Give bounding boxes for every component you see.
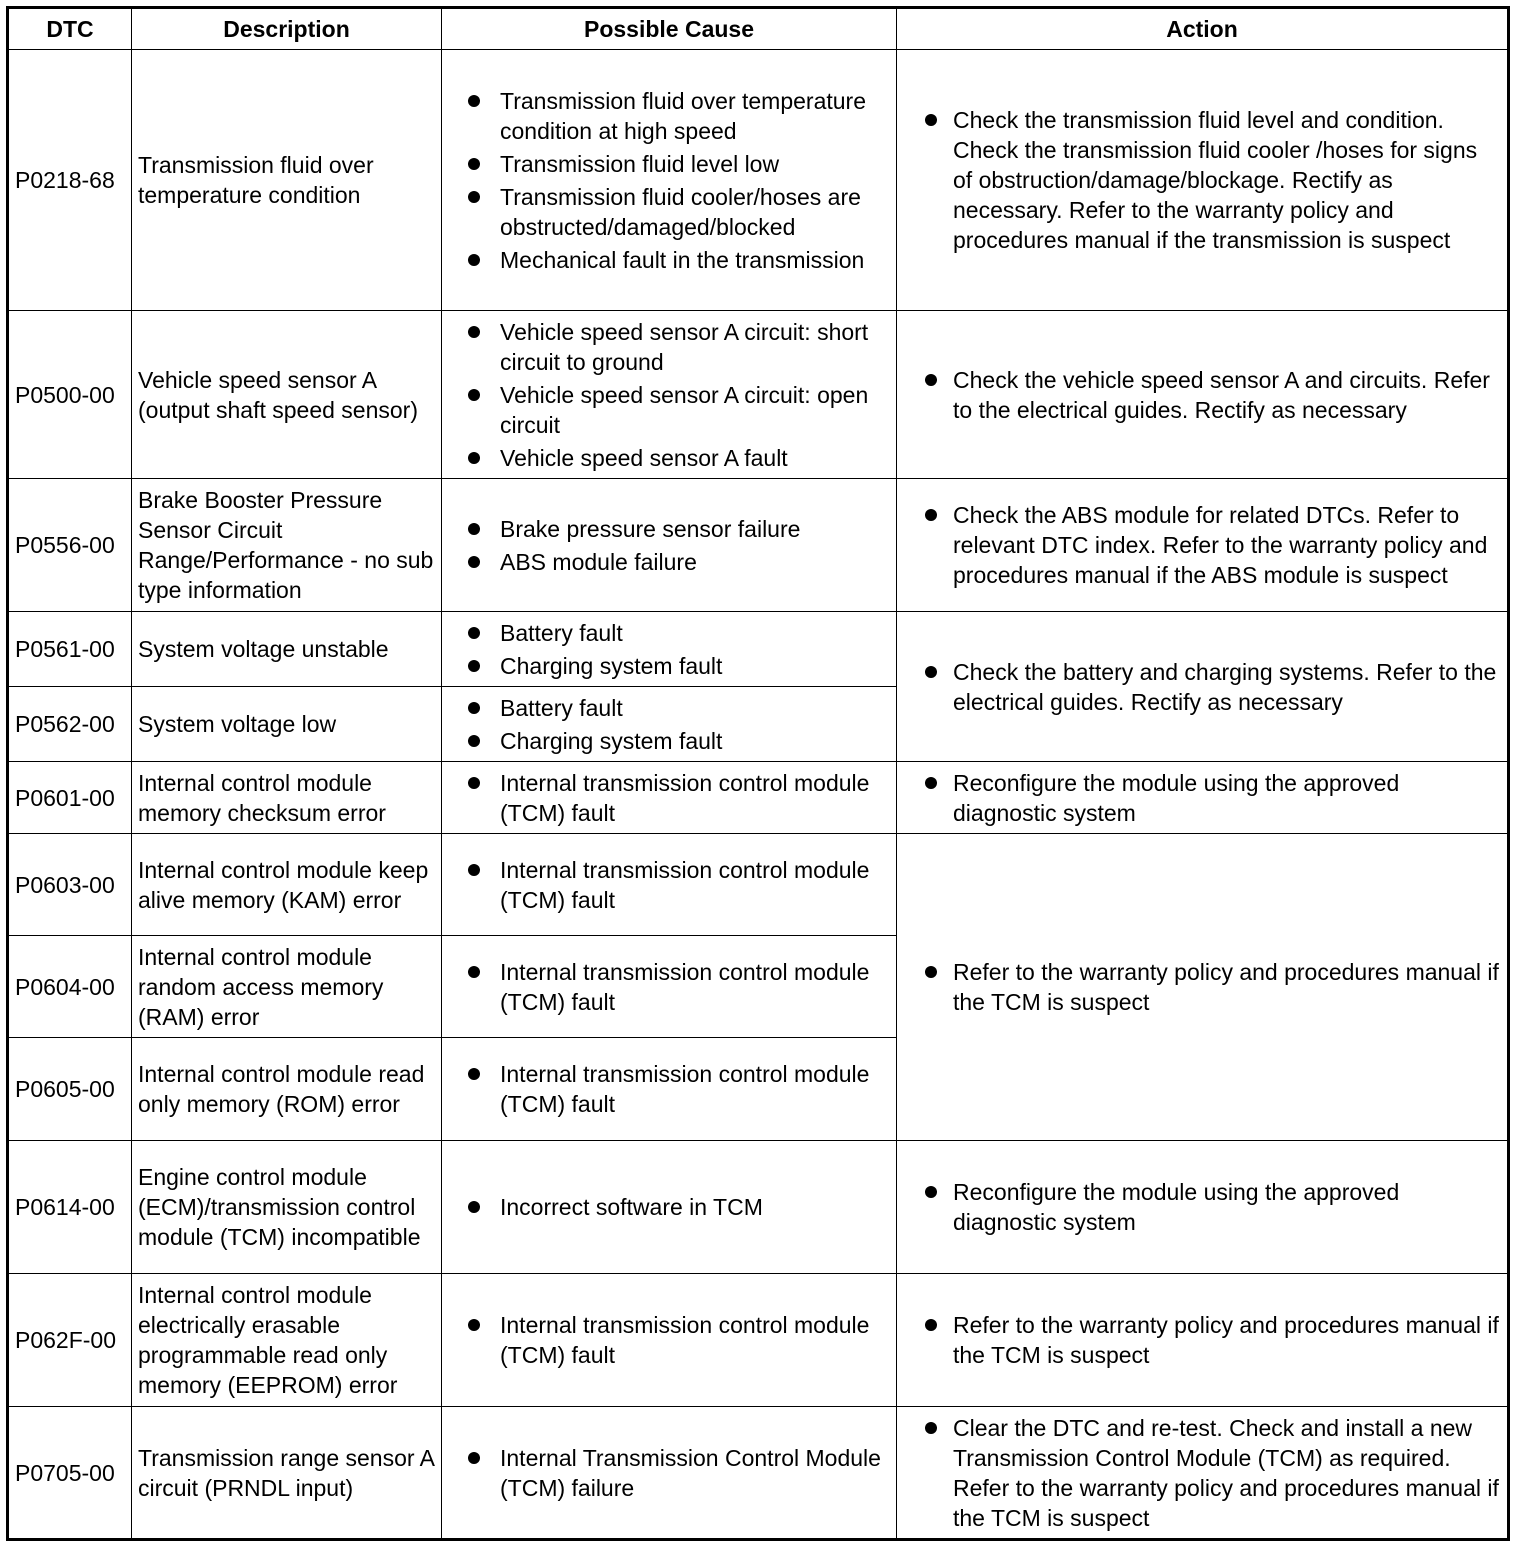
table-row [8,50,1509,311]
cause-item: Charging system fault [448,726,890,756]
possible-cause-cell [442,834,897,936]
dtc-code: P0500-00 [8,311,132,479]
possible-cause-cell [442,687,897,762]
dtc-table [6,6,1510,1541]
action-item: Refer to the warranty policy and procedures manual if the TCM is suspect [903,957,1501,1017]
table-row [8,612,1509,687]
dtc-code: P0561-00 [8,612,132,687]
cause-item: Brake pressure sensor failure [448,514,890,544]
dtc-description: Transmission fluid over temperature condition [132,50,442,311]
dtc-code: P0218-68 [8,50,132,311]
cause-item: Battery fault [448,618,890,648]
dtc-code: P0562-00 [8,687,132,762]
dtc-description: System voltage low [132,687,442,762]
dtc-description: Engine control module (ECM)/transmission control module (TCM) incompatible [132,1141,442,1274]
cause-item: Battery fault [448,693,890,723]
action-item: Check the transmission fluid level and condition. Check the transmission fluid cooler /hoses for signs of obstruction/damage/blockage. Rectify as necessary. Refer to the warranty policy and procedures manual if the transmission is suspect [903,105,1501,255]
dtc-description: Vehicle speed sensor A (output shaft speed sensor) [132,311,442,479]
dtc-description: Internal control module electrically erasable programmable read only memory (EEPROM) error [132,1274,442,1407]
possible-cause-cell [442,1407,897,1540]
cause-item: Charging system fault [448,651,890,681]
action-cell [897,612,1509,762]
header-possible-cause: Possible Cause [442,8,897,50]
cause-item: Internal transmission control module (TCM) fault [448,1310,890,1370]
action-cell [897,479,1509,612]
action-cell [897,50,1509,311]
cause-item: Transmission fluid over temperature condition at high speed [448,86,890,146]
dtc-code: P0556-00 [8,479,132,612]
dtc-code: P0614-00 [8,1141,132,1274]
cause-item: Internal Transmission Control Module (TCM) failure [448,1443,890,1503]
action-item: Check the ABS module for related DTCs. Refer to relevant DTC index. Refer to the warranty policy and procedures manual if the ABS module is suspect [903,500,1501,590]
possible-cause-cell [442,762,897,834]
action-cell [897,1407,1509,1540]
table-row [8,834,1509,936]
cause-item: Internal transmission control module (TCM) fault [448,957,890,1017]
table-row [8,1274,1509,1407]
cause-item: Vehicle speed sensor A circuit: short circuit to ground [448,317,890,377]
dtc-code: P0705-00 [8,1407,132,1540]
action-item: Refer to the warranty policy and procedures manual if the TCM is suspect [903,1310,1501,1370]
action-cell [897,311,1509,479]
cause-item: Internal transmission control module (TCM) fault [448,768,890,828]
dtc-description: Internal control module random access memory (RAM) error [132,936,442,1038]
cause-item: Internal transmission control module (TCM) fault [448,855,890,915]
action-cell [897,762,1509,834]
table-row [8,311,1509,479]
cause-item: Vehicle speed sensor A fault [448,443,890,473]
action-item: Reconfigure the module using the approved diagnostic system [903,1177,1501,1237]
cause-item: ABS module failure [448,547,890,577]
cause-item: Incorrect software in TCM [448,1192,890,1222]
table-row [8,1407,1509,1540]
header-row [8,8,1509,50]
action-item: Reconfigure the module using the approved diagnostic system [903,768,1501,828]
table-row [8,762,1509,834]
dtc-code: P062F-00 [8,1274,132,1407]
possible-cause-cell [442,1141,897,1274]
dtc-description: Internal control module memory checksum error [132,762,442,834]
possible-cause-cell [442,1038,897,1141]
cause-item: Transmission fluid level low [448,149,890,179]
dtc-description: Transmission range sensor A circuit (PRNDL input) [132,1407,442,1540]
possible-cause-cell [442,612,897,687]
action-cell [897,834,1509,1141]
header-action: Action [897,8,1509,50]
table-row [8,1141,1509,1274]
possible-cause-cell [442,311,897,479]
header-description: Description [132,8,442,50]
possible-cause-cell [442,50,897,311]
dtc-code: P0601-00 [8,762,132,834]
cause-item: Vehicle speed sensor A circuit: open circuit [448,380,890,440]
action-item: Check the battery and charging systems. Refer to the electrical guides. Rectify as necessary [903,657,1501,717]
possible-cause-cell [442,1274,897,1407]
dtc-code: P0605-00 [8,1038,132,1141]
dtc-description: Internal control module keep alive memory (KAM) error [132,834,442,936]
cause-item: Mechanical fault in the transmission [448,245,890,275]
dtc-description: Brake Booster Pressure Sensor Circuit Range/Performance - no sub type information [132,479,442,612]
cause-item: Transmission fluid cooler/hoses are obstructed/damaged/blocked [448,182,890,242]
header-dtc: DTC [8,8,132,50]
cause-item: Internal transmission control module (TCM) fault [448,1059,890,1119]
action-cell [897,1141,1509,1274]
dtc-description: Internal control module read only memory (ROM) error [132,1038,442,1141]
dtc-code: P0604-00 [8,936,132,1038]
action-cell [897,1274,1509,1407]
possible-cause-cell [442,479,897,612]
dtc-description: System voltage unstable [132,612,442,687]
action-item: Clear the DTC and re-test. Check and install a new Transmission Control Module (TCM) as required. Refer to the warranty policy and procedures manual if the TCM is suspect [903,1413,1501,1533]
dtc-code: P0603-00 [8,834,132,936]
possible-cause-cell [442,936,897,1038]
table-row [8,479,1509,612]
action-item: Check the vehicle speed sensor A and circuits. Refer to the electrical guides. Rectify as necessary [903,365,1501,425]
